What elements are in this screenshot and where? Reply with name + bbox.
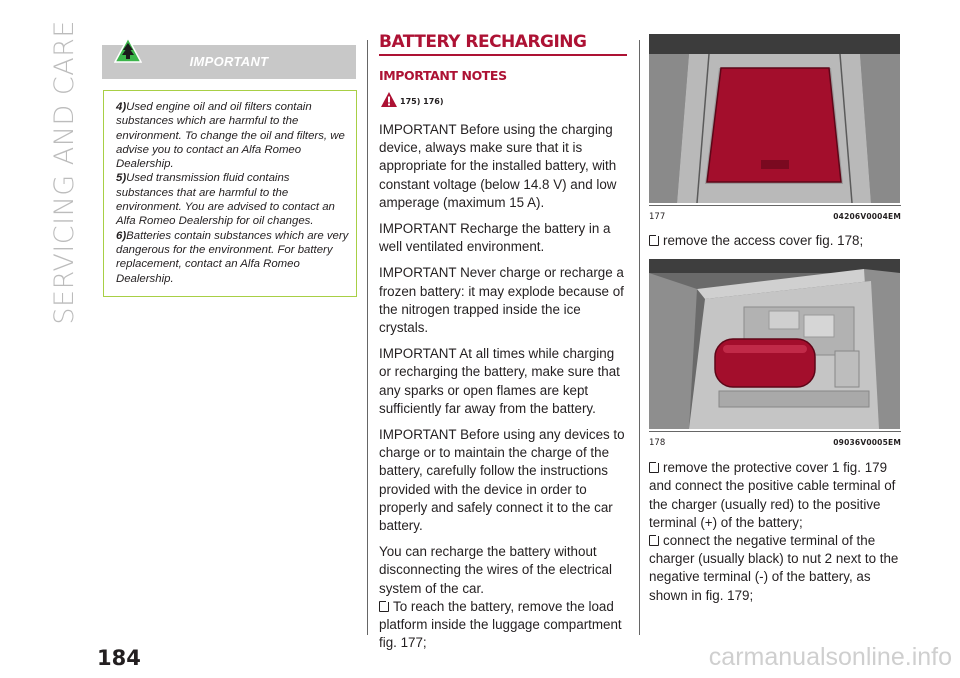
column-divider: [639, 40, 640, 635]
section-title: SERVICING AND CARE: [49, 20, 80, 325]
step-item: [649, 232, 901, 250]
paragraph: IMPORTANT Before using any devices to charge or to maintain the charge of the battery, carefully follow the instructions provided with the device in order to properly and safely connect it to the car battery.: [379, 427, 625, 534]
figure-code: 09036V0005EM: [833, 438, 901, 448]
figure-caption: [649, 438, 901, 448]
step-item: [649, 459, 901, 532]
section-heading: BATTERY RECHARGING: [379, 32, 627, 56]
note-text: Used engine oil and oil filters contain substances which are harmful to the environment. To change the oil and filters, we advise you to contact an Alfa Romeo Dealership.: [116, 101, 345, 171]
battery-recharging-column: [379, 32, 629, 652]
note-6: [116, 229, 349, 286]
figure-178-image: [649, 259, 900, 429]
note-text: Used transmission fluid contains substances that are harmful to the environment. You are advised to contact an Alfa Romeo Dealership for oil changes.: [116, 172, 335, 228]
important-notes-box: [103, 90, 357, 297]
step-text: connect the negative terminal of the charger (usually black) to nut 2 next to the negative terminal (-) of the battery, as shown in fig. 179;: [649, 533, 899, 603]
step-text: To reach the battery, remove the load platform inside the luggage compartment fig. 177;: [379, 598, 622, 651]
note-5: [116, 171, 349, 228]
note-text: Batteries contain substances which are very dangerous for the environment. For battery replacement, contact an Alfa Romeo Dealership.: [116, 229, 349, 285]
paragraph: IMPORTANT Before using the charging device, always make sure that it is appropriate for the installed battery, with constant voltage (below 14.8 V) and low amperage (maximum 15 A).: [379, 122, 617, 210]
warning-refs: 175) 176): [400, 97, 444, 106]
paragraph: IMPORTANT At all times while charging or recharging the battery, make sure that any sparks or open flames are kept sufficiently far away from the battery.: [379, 346, 620, 416]
step-text: remove the access cover fig. 178;: [663, 233, 864, 248]
note-number: 5): [116, 172, 127, 185]
note-number: 6): [116, 229, 127, 242]
warning-triangle-icon: [380, 91, 398, 108]
checkbox-bullet-icon: [649, 535, 659, 546]
important-header-label: IMPORTANT: [189, 54, 269, 69]
caption-divider: [649, 431, 901, 432]
section-title-vertical: [30, 20, 80, 380]
step-item: [379, 598, 629, 653]
important-header: [102, 45, 356, 79]
paragraph: IMPORTANT Recharge the battery in a well ventilated environment.: [379, 221, 611, 255]
step-item: [649, 532, 901, 605]
checkbox-bullet-icon: [649, 462, 659, 473]
paragraph: IMPORTANT Never charge or recharge a frozen battery: it may explode because of the nitrogen trapped inside the ice crystals.: [379, 265, 624, 336]
figures-column: [649, 34, 901, 605]
figure-caption: [649, 212, 901, 222]
watermark: carmanualsonline.info: [708, 643, 952, 671]
warning-reference-row: [379, 91, 629, 111]
checkbox-bullet-icon: [379, 601, 389, 612]
note-number: 4): [116, 101, 127, 113]
note-4: [116, 100, 349, 171]
paragraph: You can recharge the battery without disconnecting the wires of the electrical system of the car.: [379, 544, 612, 596]
caption-divider: [649, 205, 901, 206]
figure-code: 04206V0004EM: [833, 212, 901, 221]
column-divider: [367, 40, 368, 635]
figure-177-image: [649, 34, 900, 203]
subheading: IMPORTANT NOTES: [379, 68, 507, 83]
page-number: 184: [97, 646, 141, 670]
figure-number: 177: [649, 212, 666, 222]
luggage-compartment-illustration: [649, 34, 900, 203]
battery-compartment-illustration: [649, 259, 900, 429]
checkbox-bullet-icon: [649, 235, 659, 246]
figure-number: 178: [649, 438, 666, 449]
step-text: remove the protective cover 1 fig. 179 and connect the positive cable terminal of the charger (usually red) to the positive terminal (+) of the battery;: [649, 460, 896, 530]
